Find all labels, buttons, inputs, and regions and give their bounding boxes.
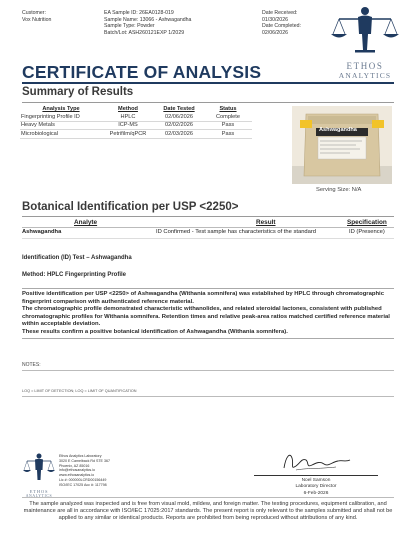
col-status: Status <box>219 106 237 112</box>
document-title: CERTIFICATE OF ANALYSIS <box>22 62 262 82</box>
footer-rule <box>22 497 394 498</box>
table-row <box>20 121 252 130</box>
header-divider <box>22 227 394 228</box>
date-tested: 02/06/2026 <box>154 113 204 121</box>
col-method: Method <box>118 106 138 112</box>
customer-name: Vox Nutrition <box>22 16 52 23</box>
sample-photo <box>292 106 392 184</box>
bag-label: Ashwagandha <box>319 127 357 133</box>
limits-rule <box>22 396 394 397</box>
summary-table <box>20 106 252 139</box>
summary-heading: Summary of Results <box>22 86 134 98</box>
signature-line <box>254 475 378 476</box>
logo-subtitle: ANALYTICS <box>338 71 392 80</box>
analysis-type: Fingerprinting Profile ID <box>20 113 102 121</box>
sample-type: Sample Type: Powder <box>104 23 155 30</box>
lab-website: www.ethosanalytics.io <box>59 473 95 478</box>
col-analyte: Analyte <box>74 219 98 226</box>
analyte-value: Ashwagandha <box>22 229 62 235</box>
signatory-block <box>254 478 378 497</box>
signature-image <box>276 448 356 476</box>
result-value: ID Confirmed - Test sample has characteristics of the standard <box>156 229 317 235</box>
status: Complete <box>204 113 252 121</box>
botanical-rule <box>22 216 394 217</box>
analysis-type: Microbiological <box>20 130 102 139</box>
notes-rule <box>22 370 394 371</box>
method-line: Method: HPLC Fingerprinting Profile <box>22 272 126 278</box>
sample-info-block <box>104 10 191 36</box>
sample-bag-image <box>292 106 392 184</box>
scales-of-justice-icon <box>324 4 406 56</box>
title-rule <box>22 82 394 84</box>
lab-accreditation: ISO/IEC 17025 Acc #: 117798 <box>59 482 107 487</box>
company-logo <box>324 4 406 80</box>
director-signature <box>276 448 356 476</box>
method: Petrifilm/qPCR <box>102 130 154 139</box>
table-row <box>20 130 252 139</box>
summary-header-row <box>20 106 252 113</box>
lab-street: 3020 E Camelback Rd STE 367 <box>59 458 110 463</box>
col-specification: Specification <box>347 219 387 226</box>
id-test-line: Identification (ID) Test – Ashwagandha <box>22 255 132 261</box>
col-analysis-type: Analysis Type <box>42 106 80 112</box>
lab-name: Ethos Analytics Laboratory <box>59 454 102 458</box>
footer-disclaimer: The sample analyzed was inspected and is free from visual mold, mildew, and foreign matter. The testing procedures, equipment calibration, and maintenance are all in accordance with ISO/IEC 17025:2017 standards. The present report is only relevant to the samples submitted and shall not be applied to any similar or identical products. Reports are prohibited from being reproduced without attributions of any kind. <box>23 501 393 522</box>
date-tested: 02/02/2026 <box>154 121 204 130</box>
serving-size: Serving Size: N/A <box>316 187 362 193</box>
customer-block <box>22 10 51 23</box>
limits-definition: LOQ = LIMIT OF DETECTION; LOQ = LIMIT OF QUANTIFICATION <box>22 389 137 393</box>
sample-name: Sample Name: 13066 - Ashwagandha <box>104 16 192 23</box>
signatory-name: Noel Samson <box>301 478 331 483</box>
lab-license: Lic #: 000000LCRD00156449 <box>59 477 107 482</box>
customer-label: Customer: <box>22 10 46 16</box>
date-completed: 02/06/2026 <box>262 29 288 36</box>
footer-logo-subtitle: ANALYTICS <box>25 494 53 498</box>
logo-name: ETHOS <box>346 61 384 71</box>
finding-paragraph: These results confirm a positive botanical identification of Ashwagandha (Withania somnifera). <box>22 328 288 335</box>
notes-label: NOTES: <box>22 362 41 368</box>
footer-logo-name: ETHOS <box>29 489 49 494</box>
date-received-label: Date Received: <box>262 10 298 16</box>
finding-paragraph: The chromatographic profile demonstrated characteristic withanolides, and related steroidal lactones, consistent with published chromatographic profiles for Withania somnifera. Retention times and relative peak-area ratios matched certified reference material within acceptable deviation. <box>22 306 390 327</box>
col-result: Result <box>256 219 276 226</box>
signature-date: 6-Feb-2026 <box>303 490 329 496</box>
method: ICP-MS <box>102 121 154 130</box>
method: HPLC <box>102 113 154 121</box>
summary-rule <box>22 102 394 103</box>
finding-paragraph: Positive identification per USP <2250> of Ashwagandha (Withania somnifera) was established by HPLC through chromatographic fingerprint comparison with authenticated reference material. <box>22 291 384 305</box>
signatory-title: Laboratory Director <box>295 484 337 490</box>
date-received: 01/30/2026 <box>262 16 288 23</box>
scales-of-justice-icon <box>22 452 56 484</box>
status: Pass <box>204 130 252 139</box>
dates-block <box>262 10 301 36</box>
lab-city: Phoenix, AZ 85016 <box>59 463 90 468</box>
specification-value: ID (Presence) <box>349 229 385 235</box>
lab-address <box>59 454 110 488</box>
status: Pass <box>204 121 252 130</box>
date-completed-label: Date Completed: <box>262 23 301 30</box>
col-date-tested: Date Tested <box>163 106 195 112</box>
identification-findings <box>22 288 394 339</box>
row-divider <box>22 238 394 239</box>
batch-lot: Batch/Lot: ASH260121EXP 1/2029 <box>104 29 185 36</box>
footer-logo <box>22 452 56 498</box>
analysis-type: Heavy Metals <box>20 121 102 130</box>
lab-email: info@ethosanalytics.io <box>59 468 96 473</box>
date-tested: 02/03/2026 <box>154 130 204 139</box>
botanical-heading: Botanical Identification per USP <2250> <box>22 201 239 213</box>
table-row <box>20 113 252 121</box>
sample-id: EA Sample ID: 26EA0128-019 <box>104 10 174 16</box>
